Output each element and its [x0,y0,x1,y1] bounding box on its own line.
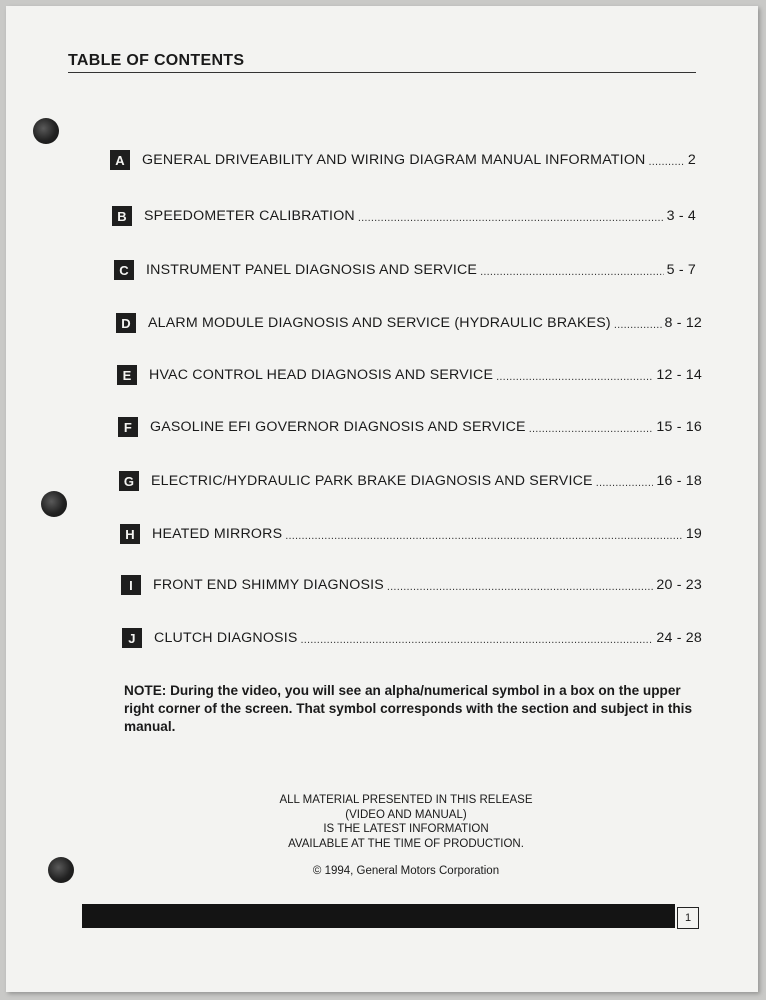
toc-pages: 19 [685,526,702,542]
toc-title: HEATED MIRRORS [152,526,283,542]
toc-pages: 12 - 14 [656,367,702,383]
toc-title: ELECTRIC/HYDRAULIC PARK BRAKE DIAGNOSIS AND SERVICE [151,473,593,489]
dot-leader [358,212,664,227]
binder-hole-bottom [48,857,74,883]
binder-hole-middle [41,491,67,517]
toc-title: SPEEDOMETER CALIBRATION [144,208,355,224]
release-line: (VIDEO AND MANUAL) [345,808,467,821]
binder-hole-top [33,118,59,144]
dot-leader [301,634,654,649]
dot-leader [480,266,664,281]
toc-entry-e [117,364,702,386]
toc-pages: 2 [687,152,696,168]
dot-leader [529,423,654,438]
toc-pages: 8 - 12 [664,315,702,331]
toc-title: FRONT END SHIMMY DIAGNOSIS [153,577,384,593]
toc-entry-f [118,416,702,438]
page-title: TABLE OF CONTENTS [68,52,245,69]
release-line: AVAILABLE AT THE TIME OF PRODUCTION. [288,837,524,850]
dot-leader [285,530,683,545]
toc-entry-i [121,574,702,596]
toc-title: GASOLINE EFI GOVERNOR DIAGNOSIS AND SERVICE [150,419,526,435]
toc-pages: 5 - 7 [666,262,696,278]
toc-entry-b [112,205,696,227]
manual-page [6,6,758,992]
release-line: ALL MATERIAL PRESENTED IN THIS RELEASE [279,794,533,806]
dot-leader [496,371,653,386]
toc-entry-j [122,627,702,649]
toc-title: HVAC CONTROL HEAD DIAGNOSIS AND SERVICE [149,367,494,383]
toc-title: CLUTCH DIAGNOSIS [154,630,298,646]
section-letter-badge: E [117,365,137,385]
dot-leader [596,477,654,492]
toc-entry-d [116,312,702,334]
heading-rule [68,72,696,73]
toc-entry-c [114,259,696,281]
section-letter-badge: H [120,524,140,544]
toc-pages: 24 - 28 [656,630,702,646]
section-letter-badge: J [122,628,142,648]
toc-pages: 3 - 4 [666,208,696,224]
toc-pages: 15 - 16 [656,419,702,435]
section-letter-badge: I [121,575,141,595]
section-letter-badge: D [116,313,136,333]
section-letter-badge: F [118,417,138,437]
page-number: 1 [677,907,699,929]
section-letter-badge: C [114,260,134,280]
video-note: NOTE: During the video, you will see an alpha/numerical symbol in a box on the upper right corner of the screen. That symbol corresponds with the section and subject in this manual. [124,683,693,734]
toc-pages: 16 - 18 [656,473,702,489]
section-letter-badge: G [119,471,139,491]
dot-leader [387,581,654,596]
copyright-notice: © 1994, General Motors Corporation [312,865,500,877]
section-letter-badge: A [110,150,130,170]
toc-title: INSTRUMENT PANEL DIAGNOSIS AND SERVICE [146,262,478,278]
toc-pages: 20 - 23 [656,577,702,593]
section-letter-badge: B [112,206,132,226]
release-statement [206,793,606,851]
toc-entry-a [110,149,696,171]
release-line: IS THE LATEST INFORMATION [323,823,489,835]
toc-title: GENERAL DRIVEABILITY AND WIRING DIAGRAM MANUAL INFORMATION [142,152,646,168]
toc-entry-g [119,470,702,492]
toc-entry-h [120,523,702,545]
toc-title: ALARM MODULE DIAGNOSIS AND SERVICE (HYDRAULIC BRAKES) [148,315,611,331]
dot-leader [649,156,685,171]
footer-bar [82,904,675,928]
dot-leader [614,319,662,334]
